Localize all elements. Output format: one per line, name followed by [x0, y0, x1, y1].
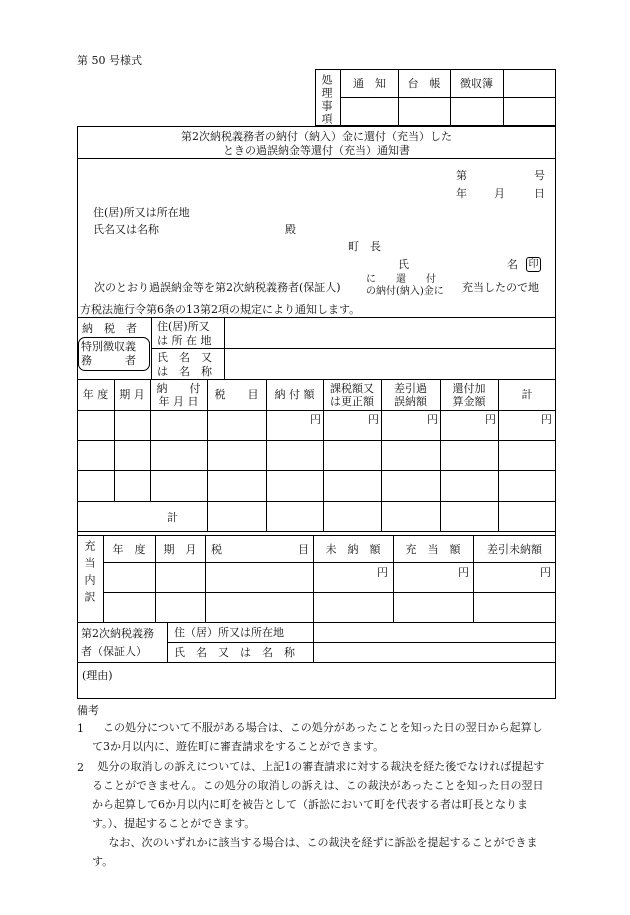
name-label: 氏名又は名称 [93, 223, 159, 236]
body-text-pre: 次のとおり過誤納金等を第2次納税義務者(保証人) [94, 281, 341, 294]
body-text-refund: に 還 付 [366, 274, 436, 285]
taxpayer-name-label-1: 氏 名 又 [157, 351, 212, 364]
processing-col-notice: 通 知 [353, 77, 386, 90]
date-month: 月 [494, 187, 505, 200]
processing-col-collection: 徴収簿 [460, 77, 493, 90]
remark-1-number: 1 [77, 722, 84, 735]
t2-col-tax-b: 目 [298, 543, 309, 556]
t2-yen-applied: 円 [458, 566, 469, 579]
col-overpaid-1: 差引過 [394, 382, 427, 395]
title-line-2: ときの過誤納金等還付（充当）通知書 [223, 144, 410, 157]
col-paid-amount: 納 付 額 [274, 388, 315, 401]
col-year: 年 度 [82, 388, 109, 401]
taxpayer-label-mid: 特別徴収義 [81, 340, 136, 353]
t2-yen-unpaid: 円 [377, 566, 388, 579]
date-year: 年 [456, 187, 467, 200]
col-overpaid-2: 誤納額 [394, 395, 427, 408]
secondary-label-1: 第2次納税義務 [81, 627, 154, 640]
t2-col-unpaid: 未 納 額 [325, 543, 381, 556]
col-refund-add-2: 算金額 [452, 395, 486, 408]
taxpayer-label-top: 納 税 者 [82, 322, 137, 335]
col-payment-date-2: 年 月 日 [158, 395, 199, 408]
reason-label: (理由) [82, 669, 113, 682]
address-label: 住(居)所又は所在地 [93, 206, 190, 219]
yen-overpaid: 円 [427, 413, 438, 426]
processing-label: 処理事項 [320, 74, 333, 126]
processing-col-ledger: 台 帳 [407, 77, 441, 90]
taxpayer-address-label-1: 住(居)所又 [157, 320, 210, 333]
date-day: 日 [534, 187, 545, 200]
t2-col-period: 期 月 [163, 543, 197, 556]
col-period: 期 月 [119, 388, 145, 401]
col-assessed-2: は更正額 [330, 395, 374, 408]
col-payment-date-1: 納 付 [156, 382, 201, 395]
honorific: 殿 [285, 223, 296, 236]
t2-col-remaining: 差引未納額 [487, 543, 542, 556]
body-text-post: 充当したので地 [462, 281, 539, 294]
seal-mark: 印 [526, 257, 541, 272]
taxpayer-address-label-2: は 所 在 地 [157, 334, 212, 347]
mayor-name-suffix: 名 [507, 258, 518, 271]
yen-refund-add: 円 [485, 413, 496, 426]
allocation-side-label: 充当内訳 [83, 540, 96, 608]
yen-paid: 円 [310, 413, 321, 426]
t2-col-year: 年 度 [112, 543, 146, 556]
yen-assessed: 円 [368, 413, 379, 426]
remarks-title: 備考 [77, 704, 99, 717]
t2-yen-remaining: 円 [540, 566, 551, 579]
form-number: 第 50 号様式 [77, 54, 142, 67]
body-text-line-2: 方税法施行令第6条の13第2項の規定により通知します。 [80, 303, 361, 316]
t2-col-tax-a: 税 [211, 543, 222, 556]
t2-col-applied: 充 当 額 [405, 543, 461, 556]
col-refund-add-1: 還付加 [452, 382, 486, 395]
col-assessed-1: 課税額又 [330, 382, 374, 395]
remark-2-text: 処分の取消しの訴えについては、上記1の審査請求に対する裁決を経た後でなければ提起することができません。この処分の取消しの訴えは、この裁決があったことを知った日の翌日から起算して6か月以内に町を被告として（訴訟において町を代表する者は町長となります。）、提起することができます。 [92, 760, 545, 830]
body-text-payment: の納付(納入)金に [366, 286, 444, 297]
number-label: 第 [456, 169, 467, 182]
secondary-address-label: 住（居）所又は所在地 [174, 626, 284, 639]
title-line-1: 第2次納税義務者の納付（納入）金に還付（充当）した [181, 130, 452, 143]
remark-1-text: この処分について不服がある場合は、この処分があったことを知った日の翌日から起算して3か月以内に、遊佐町に審査請求をすることができます。 [92, 721, 543, 753]
secondary-label-2: 者（保証人） [81, 645, 147, 658]
remark-2-number: 2 [77, 761, 84, 774]
col-total: 計 [521, 388, 533, 401]
secondary-name-label: 氏 名 又 は 名 称 [174, 646, 295, 659]
remark-3-text: なお、次のいずれかに該当する場合は、この裁決を経ずに訴訟を提起することができます。 [92, 836, 538, 868]
number-suffix: 号 [534, 169, 545, 182]
taxpayer-name-label-2: は 名 称 [157, 365, 212, 378]
mayor-name-label: 氏 [398, 258, 409, 271]
col-tax-item: 税 目 [214, 388, 259, 401]
mayor-title: 町 長 [348, 240, 381, 253]
taxpayer-label-bot: 務 者 [81, 354, 136, 367]
table1-total-label: 計 [167, 511, 178, 524]
yen-total: 円 [541, 413, 552, 426]
